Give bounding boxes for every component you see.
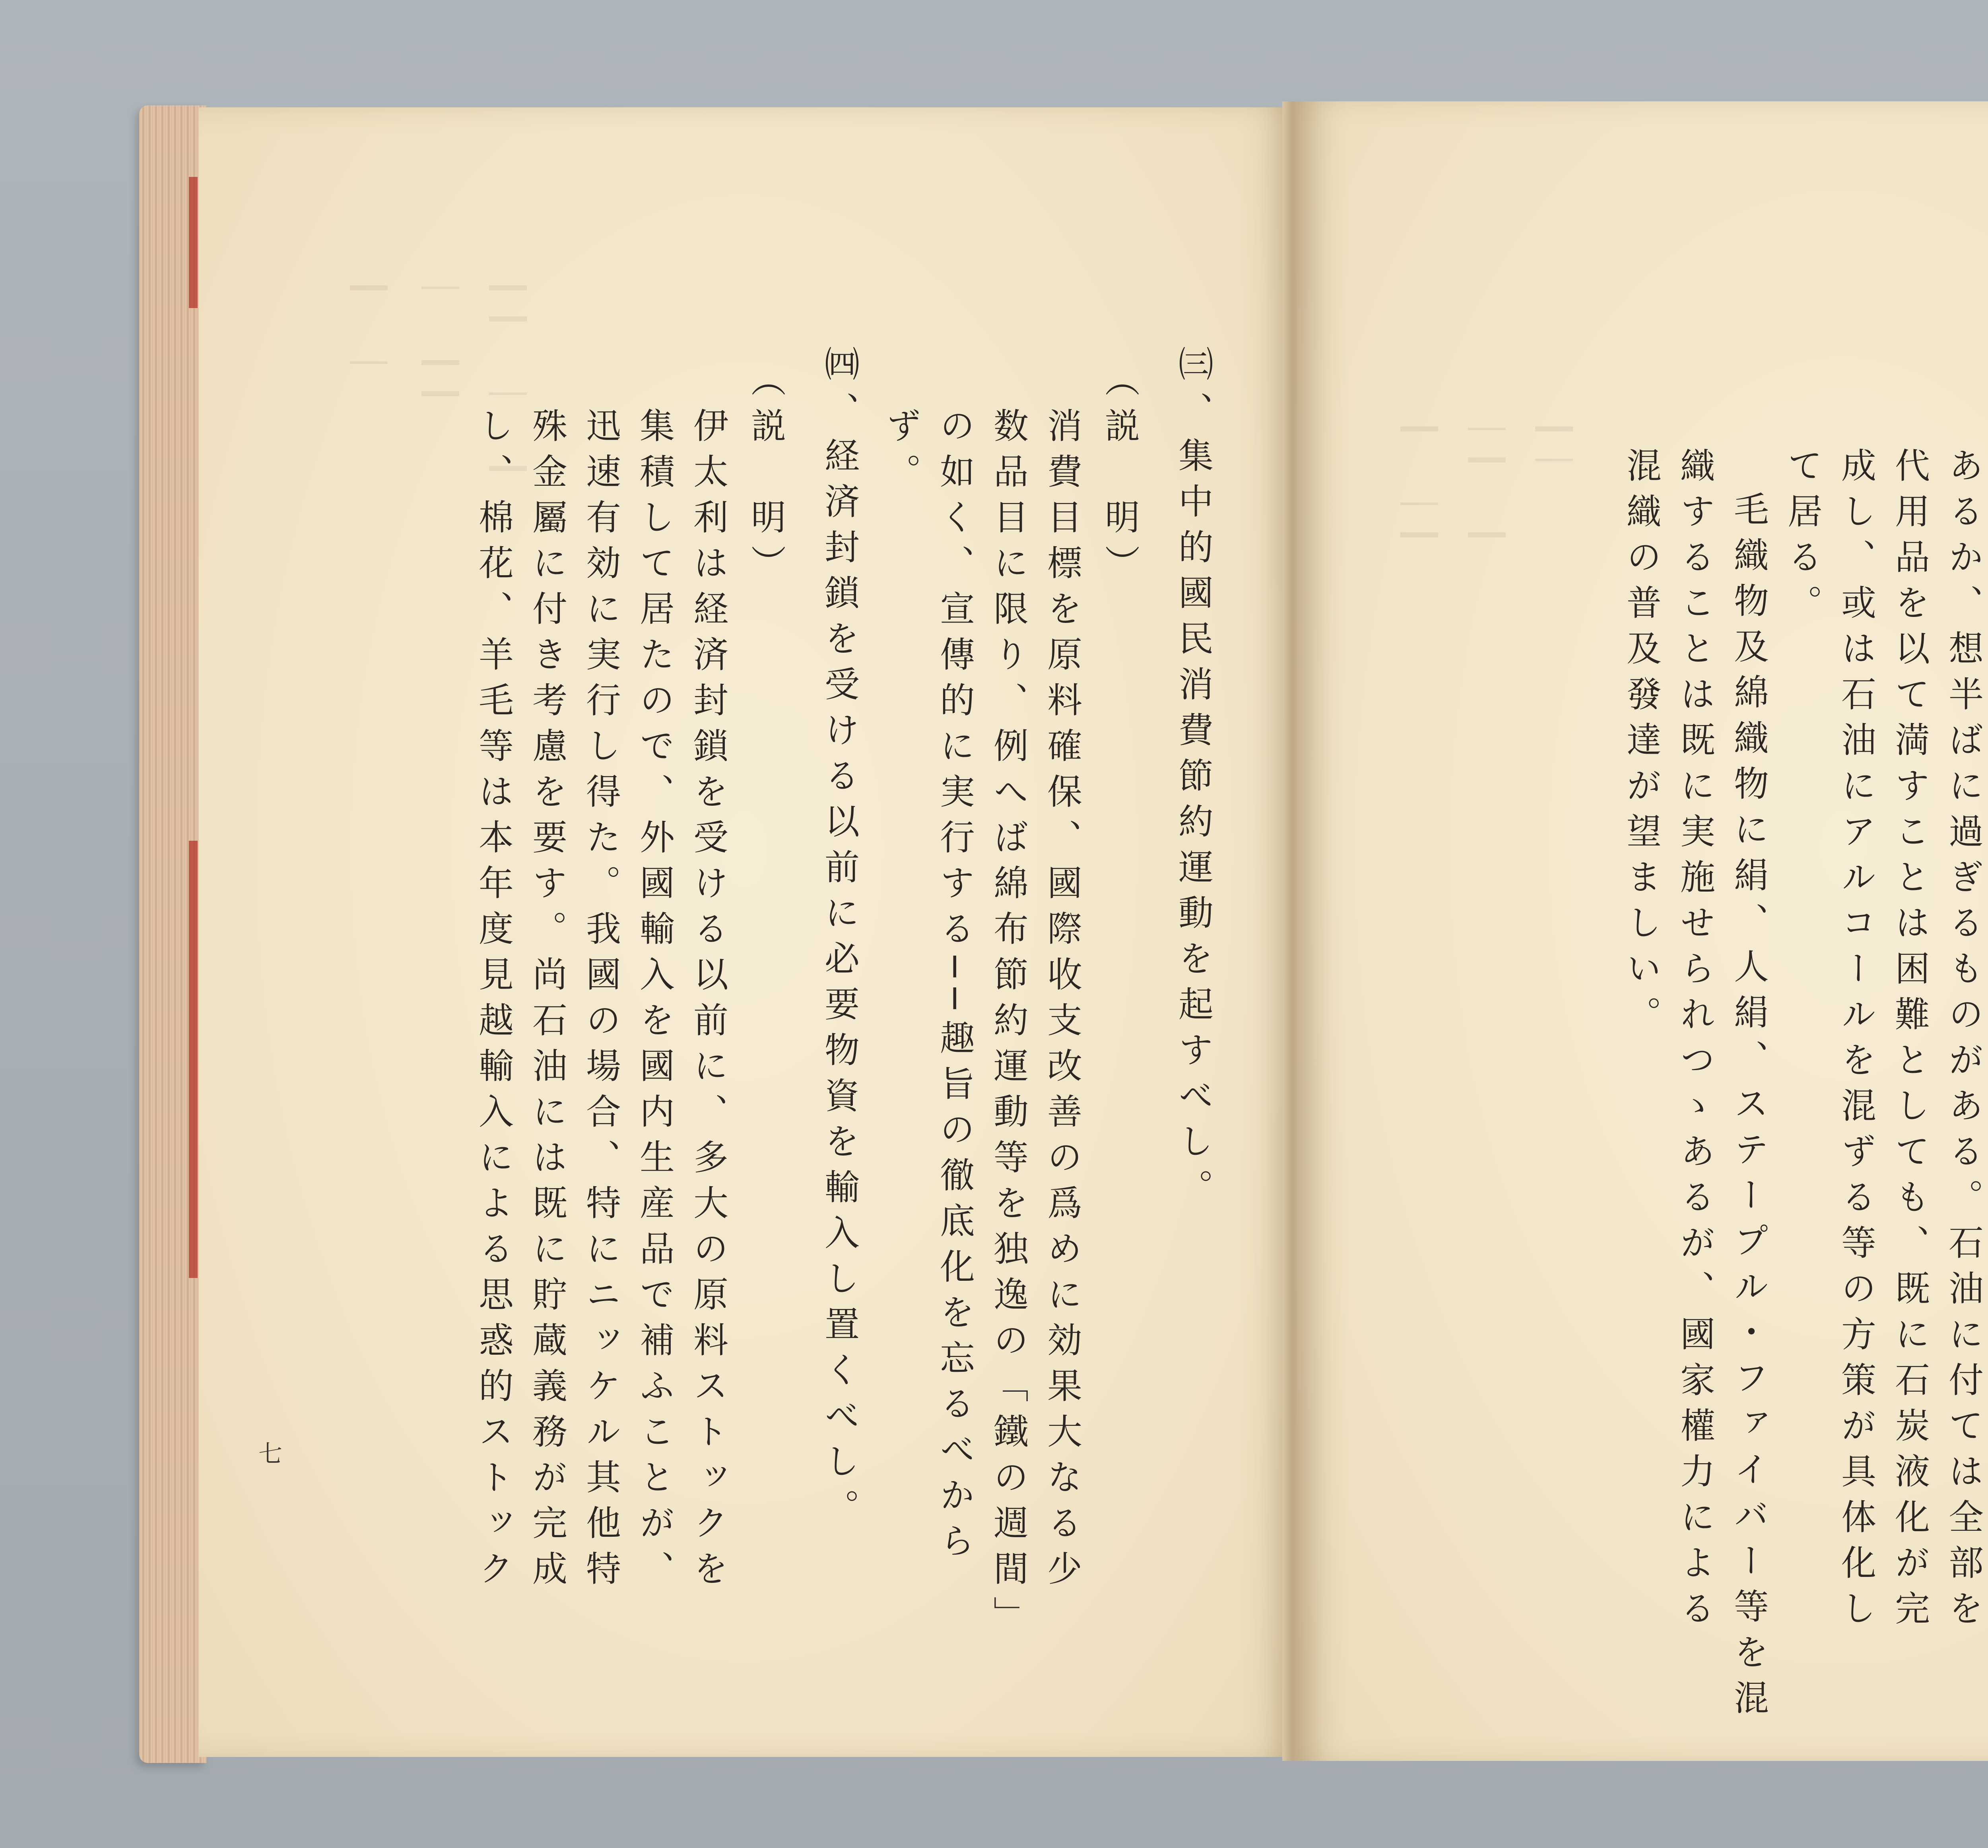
right-page [1297, 101, 1988, 1761]
text-column: し、棉花、羊毛等は本年度見越輸入による思惑的ストック [473, 407, 514, 1596]
text-column: ず。 [881, 407, 922, 499]
left-page [199, 107, 1290, 1757]
text-column: ㈢、集中的國民消費節約運動を起すべし。 [1173, 346, 1214, 1214]
text-column: 成し、或は石油にアルコールを混ずる等の方策が具体化し [1836, 447, 1877, 1636]
bleed-through: │┃ ┃ [1468, 419, 1505, 557]
text-column: 消費目標を原料確保、國際收支改善の爲めに効果大なる少 [1042, 407, 1083, 1596]
text-column: 混織の普及發達が望ましい。 [1621, 447, 1662, 1041]
text-column: （説 明） [1099, 362, 1140, 590]
bleed-through: │ ┃┃ [422, 278, 459, 415]
red-edge-mark [189, 841, 198, 1278]
bleed-through: ┃ │┃ [1401, 419, 1438, 557]
text-column: ㈣、経済封鎖を受ける以前に必要物資を輸入し置くべし。 [819, 346, 860, 1534]
text-column: 迅速有効に実行し得た。我國の場合、特にニッケル其他特 [580, 407, 621, 1596]
left-page-edges [139, 105, 207, 1763]
text-column: て居る。 [1782, 447, 1823, 630]
text-column: 毛織物及綿織物に絹、人絹、ステープル・ファイバー等を混 [1728, 491, 1769, 1725]
red-edge-mark [189, 177, 198, 308]
bleed-through: ┃│ [1536, 419, 1573, 482]
text-column: 数品目に限り、例へば綿布節約運動等を独逸の「鐵の週間」 [988, 407, 1029, 1642]
text-column: 伊太利は経済封鎖を受ける以前に、多大の原料ストックを [688, 407, 729, 1596]
bleed-through: ┃ │ [350, 278, 387, 384]
page-number: 七 [258, 1440, 282, 1468]
text-column: の如く、宣傳的に実行する──趣旨の徹底化を忘るべから [934, 407, 975, 1568]
text-column: 織することは既に実施せられつゝあるが、國家權力による [1675, 447, 1716, 1636]
text-column: 殊金屬に付き考慮を要す。尚石油には既に貯蔵義務が完成 [527, 407, 568, 1596]
bleed-through: ┃┃ │ ┃ [489, 278, 526, 490]
text-column: 集積して居たので、外國輸入を國内生産品で補ふことが、 [634, 407, 675, 1596]
text-column: （説 明） [746, 362, 786, 590]
text-column: あるか、想半ばに過ぎるものがある。石油に付ては全部を [1943, 447, 1984, 1636]
text-column: 代用品を以て満すことは困難としても、既に石炭液化が完 [1889, 447, 1930, 1636]
